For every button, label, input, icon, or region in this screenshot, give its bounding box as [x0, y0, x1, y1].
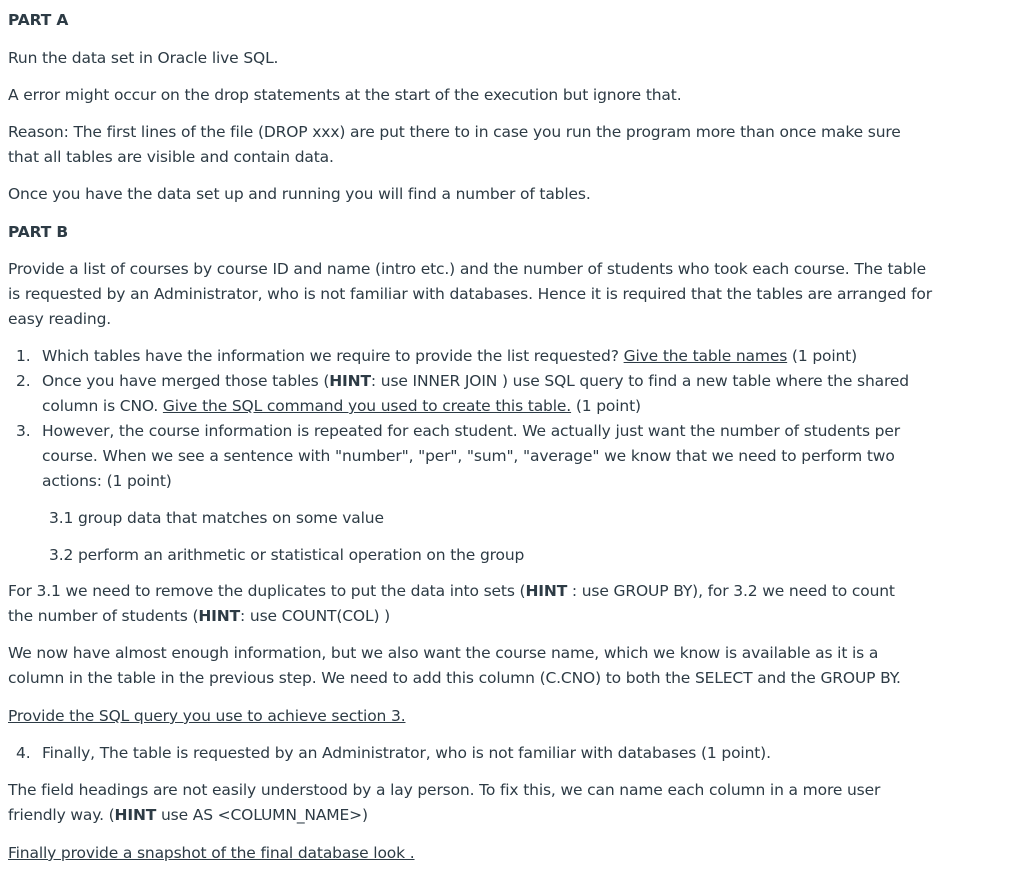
list-number: 2. [16, 372, 31, 390]
hint-label: HINT [525, 582, 568, 600]
list-item-text: : use INNER JOIN ) use SQL query to find a new table where the shared [370, 372, 909, 390]
section-3-query-prompt [8, 704, 405, 729]
part-a-paragraph-4: Once you have the data set up and running you will find a number of tables. [8, 185, 591, 203]
final-snapshot-prompt [8, 841, 415, 866]
sub-item-3-2: 3.2 perform an arithmetic or statistical operation on the group [49, 546, 525, 564]
list-number: 4. [16, 744, 31, 762]
paragraph-text: : use GROUP BY), for 3.2 we need to count [567, 582, 895, 600]
paragraph-line: that all tables are visible and contain data. [8, 148, 334, 166]
paragraph-text: For 3.1 we need to remove the duplicates to put the data into sets ( [8, 582, 526, 600]
paragraph-line: column in the table in the previous step. We need to add this column (C.CNO) to both the SELECT and the GROUP BY. [8, 669, 901, 687]
list-item-text: Once you have merged those tables ( [42, 372, 330, 390]
hint-label: HINT [198, 607, 241, 625]
list-number: 1. [16, 347, 31, 365]
list-item-text: actions: (1 point) [42, 472, 172, 490]
part-a-paragraph-1: Run the data set in Oracle live SQL. [8, 49, 279, 67]
paragraph-text: the number of students ( [8, 607, 199, 625]
paragraph-line: easy reading. [8, 310, 112, 328]
paragraph-text: use AS <COLUMN_NAME>) [156, 806, 368, 824]
part-b-intro [8, 257, 932, 332]
course-name-paragraph [8, 641, 901, 691]
sub-item-3-1: 3.1 group data that matches on some value [49, 509, 384, 527]
paragraph-text: : use COUNT(COL) ) [240, 607, 391, 625]
paragraph-line: We now have almost enough information, but we also want the course name, which we know is available as it is a [8, 644, 879, 662]
part-a-paragraph-3 [8, 120, 901, 170]
paragraph-line: Provide a list of courses by course ID and name (intro etc.) and the number of students who took each course. The table [8, 260, 926, 278]
part-b-heading: PART B [8, 223, 69, 241]
list-item-3 [16, 419, 900, 494]
final-snapshot-link[interactable]: Finally provide a snapshot of the final database look . [8, 844, 415, 862]
points-label: (1 point) [787, 347, 857, 365]
field-headings-paragraph [8, 778, 880, 828]
part-a-paragraph-2: A error might occur on the drop statements at the start of the execution but ignore that. [8, 86, 682, 104]
list-item-4 [16, 741, 771, 766]
list-item-text: column is CNO. [42, 397, 163, 415]
hint-label: HINT [329, 372, 371, 390]
part-a-heading: PART A [8, 11, 69, 29]
hint-label: HINT [114, 806, 157, 824]
paragraph-text: friendly way. ( [8, 806, 115, 824]
give-table-names-link[interactable]: Give the table names [623, 347, 788, 365]
paragraph-line: The field headings are not easily understood by a lay person. To fix this, we can name each column in a more user [8, 781, 881, 799]
provide-sql-query-link[interactable]: Provide the SQL query you use to achieve section 3. [8, 707, 406, 725]
list-item-text: Which tables have the information we require to provide the list requested? [42, 347, 624, 365]
list-item-text: However, the course information is repeated for each student. We actually just want the number of students per [42, 422, 900, 440]
list-item-text: Finally, The table is requested by an Administrator, who is not familiar with databases (1 point). [42, 744, 771, 762]
paragraph-line: Reason: The first lines of the file (DROP xxx) are put there to in case you run the program more than once make sure [8, 123, 901, 141]
group-by-paragraph [8, 579, 895, 629]
give-sql-command-link[interactable]: Give the SQL command you used to create this table. [162, 397, 572, 415]
points-label: (1 point) [571, 397, 641, 415]
list-item-2 [16, 369, 909, 419]
paragraph-line: is requested by an Administrator, who is not familiar with databases. Hence it is required that the tables are arranged for [8, 285, 932, 303]
list-item-text: course. When we see a sentence with "number", "per", "sum", "average" we know that we need to perform two [42, 447, 895, 465]
list-number: 3. [16, 422, 31, 440]
list-item-1 [16, 344, 857, 369]
